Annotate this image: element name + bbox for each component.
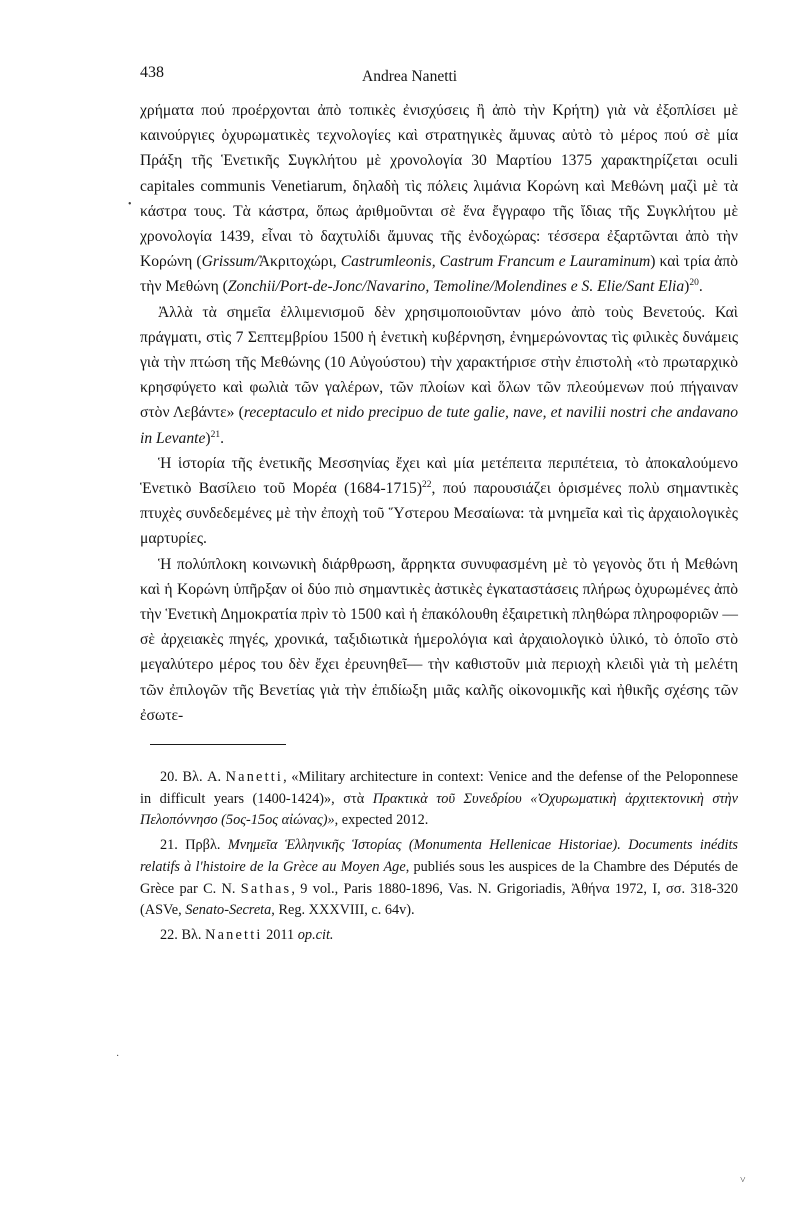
body-text [140, 98, 738, 728]
text-run: 2011 [262, 927, 298, 943]
footnote-21 [140, 835, 738, 922]
author-name: Nanetti [205, 927, 263, 943]
footnote-ref[interactable]: 22 [422, 479, 432, 490]
running-title: Andrea Nanetti [362, 68, 458, 85]
footnote-ref[interactable]: 21 [210, 429, 221, 440]
text-run: . [220, 429, 224, 447]
text-run: ) [684, 278, 690, 296]
running-head [140, 62, 738, 98]
text-run: , «Military architecture in context: Venice and the defense of the Peloponnese in difficult years (1400-1424)», στὰ [140, 769, 738, 807]
text-run: . [698, 278, 703, 296]
scan-speck: · [116, 1051, 120, 1062]
page [140, 62, 738, 947]
text-run: , publiés sous les auspices de la Chambre des Députés de Grèce par C. N. [140, 858, 738, 897]
paragraph [140, 300, 738, 451]
paragraph [140, 451, 738, 552]
text-run-italic: receptaculo et nido precipuo de tute galie, nave, et navilii nostri che andavano in Levante [140, 404, 738, 447]
text-run: ) καὶ τρία ἀπὸ τὴν Μεθώνη ( [140, 253, 738, 296]
text-run-italic: Πρακτικὰ τοῦ Συνεδρίου «Ὀχυρωματικὴ ἀρχιτεκτονικὴ στὴν Πελοπόννησο (5ος-15ος αἰώνας)» [140, 790, 738, 829]
footnote-20 [140, 767, 738, 832]
footnotes [140, 767, 738, 947]
author-name: Nanetti [225, 769, 284, 786]
page-number: 438 [140, 64, 164, 81]
footnote-22 [140, 925, 738, 947]
text-run: 20. Βλ. A. [160, 769, 226, 786]
footnote-ref[interactable]: 20 [689, 278, 699, 289]
text-run: Ἡ ἱστορία τῆς ἑνετικῆς Μεσσηνίας ἔχει καὶ μία μετέπειτα περιπέτεια, τὸ ἀποκαλούμενο Ἑνετικὸ Βασίλειο τοῦ Μορέα (1684-1715) [140, 454, 738, 498]
paragraph: Ἡ πολύπλοκη κοινωνικὴ διάρθρωση, ἄρρηκτα συνυφασμένη μὲ τὸ γεγονὸς ὅτι ἡ Μεθώνη καὶ ἡ Κορώνη ὑπῆρξαν οἱ δύο πιὸ σημαντικὲς ἀστικὲς ἐγκαταστάσεις πλήρως ὀχυρωμένες ἀπὸ τὴν Ἑνετικὴ Δημοκρατία πρὶν τὸ 1500 καὶ ἡ ἐπακόλουθη ἐξαιρετικὴ πληθώρα πληροφοριῶν —σὲ ἀρχειακὲς πηγές, χρονικά, ταξιδιωτικὰ ἡμερολόγια καὶ ἀρχαιολογικὸ ὑλικό, τὸ ὁποῖο στὸ μεγαλύτερο μέρος του δὲν ἔχει ἐρευνηθεῖ— τὴν καθιστοῦν μιὰ περιοχὴ κλειδὶ γιὰ τὴ μελέτη τῶν ἐπιλογῶν τῆς Βενετίας γιὰ τὴν ἐπιδίωξη μιᾶς καλῆς οἰκονομικῆς καὶ ἠθικῆς σχέσης τῶν ἐσωτε- [140, 555, 738, 724]
paragraph [140, 98, 738, 300]
text-run-italic: op.cit. [297, 927, 334, 943]
text-run-italic: Castrumleonis, Castrum Francum e Lauraminum [340, 253, 651, 271]
scan-speck: • [128, 199, 132, 210]
text-run: Ἀκριτοχώρι, [258, 253, 341, 271]
text-run: , 9 vol., Paris 1880-1896, Vas. N. Grigoriadis, Ἀθήνα 1972, I, σσ. 318-320 (ASVe, [140, 880, 739, 919]
text-run-italic: Zonchii/Port-de-Jonc/Navarino, Temoline/Molendines e S. Elie/Sant Elia [227, 278, 685, 296]
footnote-rule [150, 744, 286, 745]
author-name: Sathas [240, 880, 292, 897]
text-run-italic: Grissum/ [201, 253, 259, 271]
text-run: χρήματα πού προέρχονται ἀπὸ τοπικὲς ἐνισχύσεις ἢ ἀπὸ τὴν Κρήτη) γιὰ νὰ ἐξοπλίσει μὲ καινούργιες ὀχυρωματικὲς τεχνολογίες καὶ στρατηγικὲς ἄμυνας αὐτὸ τὸ μέρος πού σὲ μία Πράξη τῆς Ἑνετικῆς Συγκλήτου μὲ χρονολογία 30 Μαρτίου 1375 χαρακτηρίζεται oculi capitales communis Venetiarum, δηλαδὴ τὶς πόλεις λιμάνια Κορώνη καὶ Μεθώνη μαζὶ μὲ τὰ κάστρα τους. Τὰ κάστρα, ὅπως ἀριθμοῦνται σὲ ἕνα ἔγγραφο τῆς ἴδιας τῆς Συγκλήτου μὲ χρονολογία 1439, εἶναι τὸ δαχτυλίδι ἄμυνας τῆς ἐνδοχώρας: τέσσερα ἐξαρτῶνται ἀπὸ τὴν Κορώνη ( [140, 102, 738, 271]
text-run-italic: Μνημεῖα Ἑλληνικῆς Ἱστορίας (Monumenta Hellenicae Historiae). Documents inédits relatifs à l'histoire de la Grèce au Moyen Age [140, 837, 738, 875]
text-run: , πού παρουσιάζει ὁρισμένες πολὺ σημαντικὲς πτυχὲς συνδεδεμένες μὲ τὴν ἐποχὴ τοῦ Ὕστερου Μεσαίωνα: τὰ μνημεῖα καὶ τὶς ἀρχαιολογικὲς μαρτυρίες. [140, 480, 739, 548]
text-run: 22. Βλ. [160, 927, 206, 943]
text-run: 21. Πρβλ. [160, 837, 228, 854]
text-run: , Reg. XXXVIII, c. 64v). [271, 902, 415, 919]
scan-speck: ˅ [740, 1175, 746, 1186]
text-run: ) [205, 429, 211, 447]
text-run: , expected 2012. [334, 812, 429, 829]
text-run-italic: Senato-Secreta [185, 902, 272, 919]
text-run: Ἀλλὰ τὰ σημεῖα ἐλλιμενισμοῦ δὲν χρησιμοποιοῦνταν μόνο ἀπὸ τοὺς Βενετούς. Καὶ πράγματι, στὶς 7 Σεπτεμβρίου 1500 ἡ ἑνετικὴ κυβέρνηση, ἐνημερώνοντας τὶς φιλικὲς δυνάμεις γιὰ τὴν πτώση τῆς Μεθώνης (10 Αὐγούστου) τὴν χαρακτήρισε στὴν ἐπιστολὴ «τὸ πρωταρχικὸ κρησφύγετο καὶ φωλιὰ τῶν γαλέρων, τῶν πλοίων καὶ ὅλων τῶν πλεούμενων πού πήγαιναν στὸν Λεβάντε» ( [140, 303, 738, 422]
